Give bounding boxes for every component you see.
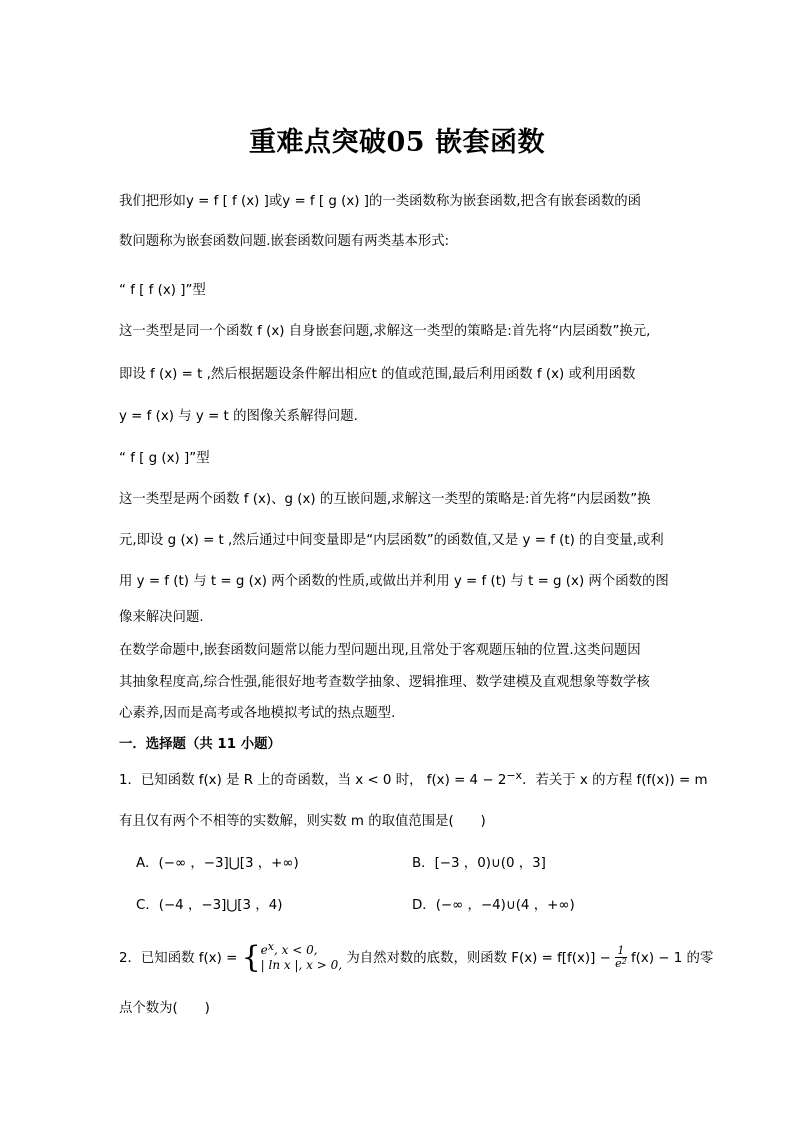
fraction-exponent: 2 [621, 957, 627, 966]
type1-heading: “ f [ f (x) ]”型 [119, 283, 206, 298]
question-2-mid: 为自然对数的底数，则函数 F(x) = f[f(x)] − [346, 951, 611, 966]
question-1-option-c[interactable]: C．(−4 ，−3]⋃[3 ，4) [136, 898, 283, 913]
summary-line-3: 心素养,因而是高考或各地模拟考试的热点题型. [119, 706, 396, 721]
type2-heading: “ f [ g (x) ]”型 [119, 451, 210, 466]
type2-line-3: 用 y = f (t) 与 t = g (x) 两个函数的性质,或做出并利用 y = f (t) 与 t = g (x) 两个函数的图 [119, 574, 669, 589]
type1-line-1: 这一类型是同一个函数 f (x) 自身嵌套问题,求解这一类型的策略是:首先将“内层函数”换元, [119, 324, 651, 339]
question-1-option-d[interactable]: D．(−∞ ，−4)∪(4 ，+∞) [412, 898, 575, 913]
summary-line-2: 其抽象程度高,综合性强,能很好地考查数学抽象、逻辑推理、数学建模及直观想象等数学核 [119, 675, 650, 690]
fraction [615, 945, 627, 971]
question-1-exponent: −x [506, 769, 523, 782]
fraction-denominator: e [615, 957, 622, 970]
case-1-base: e [260, 943, 268, 957]
piecewise-brace: { [241, 940, 261, 975]
question-1-text-a: 1．已知函数 f(x) 是 R 上的奇函数，当 x < 0 时， f(x) = 4 − 2 [119, 773, 507, 788]
question-1-line-2: 有且仅有两个不相等的实数解，则实数 m 的取值范围是( ) [119, 814, 486, 829]
fraction-numerator: 1 [615, 945, 627, 958]
type2-line-2: 元,即设 g (x) = t ,然后通过中间变量即是“内层函数”的函数值,又是 y = f (t) 的自变量,或利 [119, 533, 664, 548]
section-heading: 一．选择题（共 11 小题） [119, 737, 281, 752]
question-1-text-b: ．若关于 x 的方程 f(f(x)) = m [522, 773, 708, 788]
question-2-line-2: 点个数为( ) [119, 1001, 210, 1016]
type2-line-4: 像来解决问题. [119, 610, 204, 625]
intro-line-2: 数问题称为嵌套函数问题.嵌套函数问题有两类基本形式: [119, 234, 450, 249]
page-title: 重难点突破05 嵌套函数 [249, 127, 545, 158]
case-1-condition: , x < 0, [273, 943, 318, 957]
type2-line-1: 这一类型是两个函数 f (x)、g (x) 的互嵌问题,求解这一类型的策略是:首先将“内层函数”换 [119, 492, 651, 507]
question-1-option-b[interactable]: B．[−3 ，0)∪(0 ，3] [412, 856, 546, 871]
intro-line-1: 我们把形如y = f [ f (x) ]或y = f [ g (x) ]的一类函数称为嵌套函数,把含有嵌套函数的函 [119, 194, 642, 209]
summary-line-1: 在数学命题中,嵌套函数问题常以能力型问题出现,且常处于客观题压轴的位置.这类问题因 [119, 643, 641, 658]
case-2: | ln x |, x > 0, [260, 958, 343, 972]
question-2-prefix: 2．已知函数 f(x) = [119, 951, 238, 966]
question-1-line-1 [119, 769, 708, 791]
type1-line-2: 即设 f (x) = t ,然后根据题设条件解出相应t 的值或范围,最后利用函数 f (x) 或利用函数 [119, 367, 636, 382]
piecewise-cases [260, 940, 343, 973]
question-2-tail: f(x) − 1 的零 [630, 951, 714, 966]
case-1-exponent: x [267, 940, 274, 953]
question-2-line-1 [119, 938, 714, 978]
question-1-option-a[interactable]: A．(−∞ ，−3]⋃[3 ，+∞) [136, 856, 299, 871]
type1-line-3: y = f (x) 与 y = t 的图像关系解得问题. [119, 409, 358, 424]
